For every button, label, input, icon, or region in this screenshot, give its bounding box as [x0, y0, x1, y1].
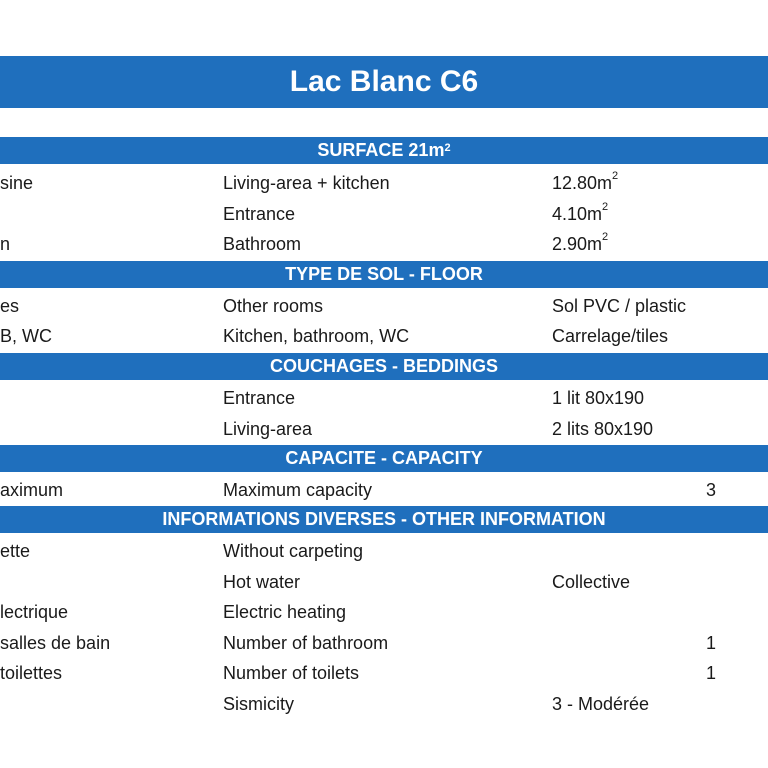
cell-en: Other rooms — [223, 296, 324, 316]
value-superscript: 2 — [602, 231, 609, 243]
section-header-info — [0, 506, 768, 533]
cell-fr: toilettes — [0, 663, 63, 683]
section-header-surface: SURFACE 21m $^2$ — [0, 137, 768, 164]
cell-en: Electric heating — [223, 602, 347, 622]
cell-value — [552, 168, 618, 198]
value-superscript: 2 — [612, 170, 619, 182]
cell-fr: aximum — [0, 480, 64, 500]
section-header-beddings — [0, 353, 768, 380]
cell-fr — [0, 383, 210, 413]
section-title-info: INFORMATIONS DIVERSES - OTHER INFORMATION — [162, 509, 606, 529]
cell-fr: es — [0, 296, 20, 316]
table-row — [0, 567, 768, 597]
cell-en: Entrance — [223, 204, 296, 224]
cell-value — [552, 199, 608, 229]
cell-value: 2 lits 80x190 — [552, 419, 654, 439]
table-row — [0, 689, 768, 719]
table-row — [0, 291, 768, 321]
value-superscript: 2 — [602, 201, 609, 213]
cell-en: Without carpeting — [223, 541, 364, 561]
section-title-beddings: COUCHAGES - BEDDINGS — [269, 356, 498, 376]
cell-en: Kitchen, bathroom, WC — [223, 326, 410, 346]
value-text: 2.90m — [552, 234, 603, 254]
table-row — [0, 229, 768, 259]
cell-en: Entrance — [223, 388, 296, 408]
cell-en: Number of bathroom — [223, 633, 389, 653]
cell-fr: lectrique — [0, 602, 69, 622]
table-row — [0, 168, 768, 198]
cell-fr: salles de bain — [0, 633, 111, 653]
table-row — [0, 475, 768, 505]
table-row — [0, 628, 768, 658]
table-row — [0, 199, 768, 229]
cell-value: 1 lit 80x190 — [552, 388, 645, 408]
cell-en: Living-area — [223, 419, 313, 439]
cell-value: Collective — [552, 572, 631, 592]
section-title-capacity: CAPACITE - CAPACITY — [285, 448, 483, 468]
cell-fr — [0, 567, 210, 597]
table-row — [0, 658, 768, 688]
table-row — [0, 321, 768, 351]
cell-value: Carrelage/tiles — [552, 326, 669, 346]
cell-fr — [0, 689, 210, 719]
cell-number: 1 — [706, 663, 717, 683]
cell-fr: B, WC — [0, 326, 52, 346]
cell-value — [552, 229, 608, 259]
cell-number: 3 — [706, 480, 717, 500]
cell-en: Sismicity — [223, 694, 294, 714]
table-row — [0, 536, 768, 566]
table-row — [0, 383, 768, 413]
section-title-surface: SURFACE 21m — [317, 140, 445, 160]
value-text: 12.80m — [552, 173, 613, 193]
cell-fr: n — [0, 234, 11, 254]
value-text: 4.10m — [552, 204, 603, 224]
cell-value: 3 - Modérée — [552, 694, 650, 714]
cell-fr — [0, 199, 210, 229]
section-title-floor: TYPE DE SOL - FLOOR — [285, 264, 483, 284]
cell-value: Sol PVC / plastic — [552, 296, 687, 316]
cell-fr — [0, 414, 210, 444]
cell-fr: sine — [0, 173, 34, 193]
page-title: Lac Blanc C6 — [0, 56, 768, 108]
table-row — [0, 414, 768, 444]
table-row — [0, 597, 768, 627]
section-header-floor — [0, 261, 768, 288]
cell-fr: ette — [0, 541, 31, 561]
cell-en: Bathroom — [223, 234, 302, 254]
cell-en: Maximum capacity — [223, 480, 373, 500]
cell-en: Number of toilets — [223, 663, 360, 683]
cell-en: Hot water — [223, 572, 301, 592]
cell-number: 1 — [706, 633, 717, 653]
section-header-capacity — [0, 445, 768, 472]
cell-en: Living-area + kitchen — [223, 173, 390, 193]
